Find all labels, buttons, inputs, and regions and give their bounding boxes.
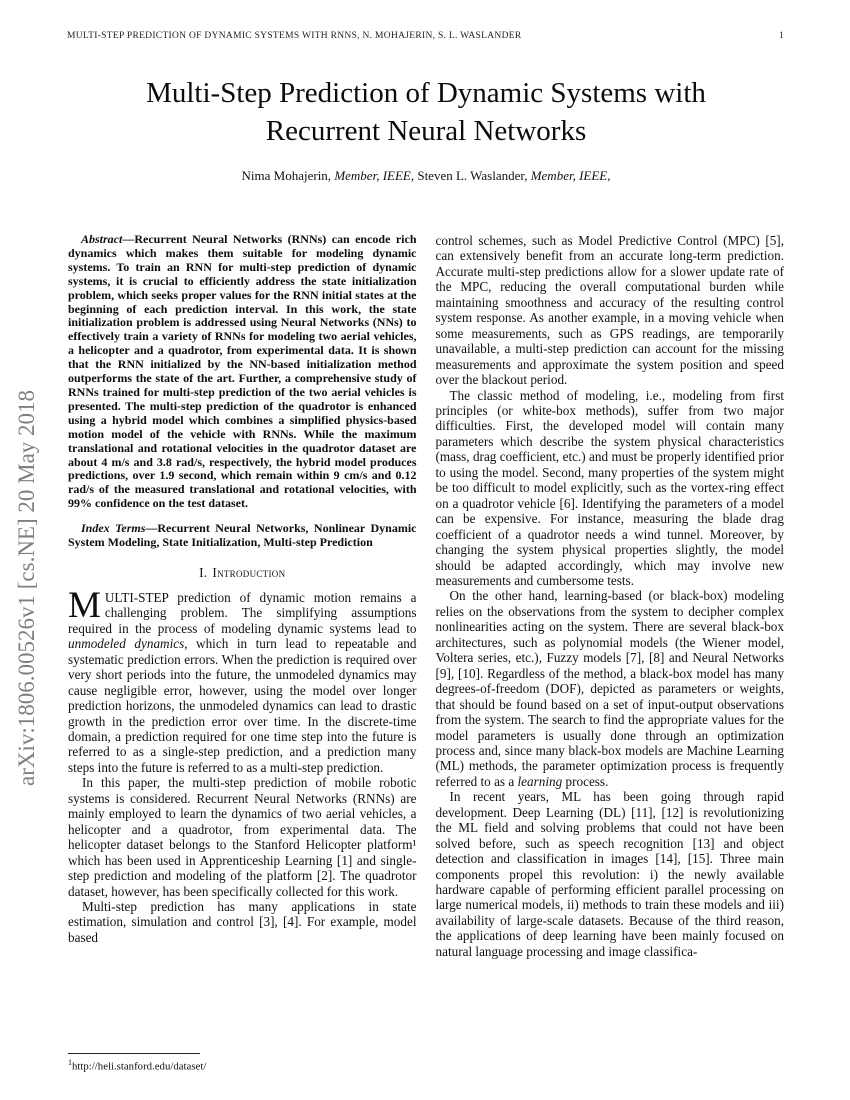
- footnote: [68, 1053, 417, 1073]
- index-terms: [68, 522, 417, 550]
- page-number: 1: [778, 31, 784, 41]
- index-terms-label: Index Terms: [81, 521, 146, 536]
- right-column: [436, 233, 785, 1075]
- drop-cap: M: [68, 584, 101, 626]
- intro-paragraph-1-text: ULTI-STEP prediction of dynamic motion remains a challenging problem. The simplifying assumptions required in the process of modeling dynamic systems lead to unmodeled dynamics, which in turn lead to repeatable and systematic prediction errors. When the prediction is required over very short periods into the future, the unmodeled dynamics may cause negligible error, however, using the model over longer prediction horizons, the unmodeled dynamics can lead to drastic growth in the prediction error over time. In the discrete-time domain, a prediction required for one time step into the future is referred to as a single-step prediction, and a prediction many steps into the future is referred to as a multi-step prediction.: [68, 589, 417, 775]
- intro-paragraph-2: In this paper, the multi-step prediction of mobile robotic systems is considered. Recurrent Neural Networks (RNNs) are mainly employed to learn the dynamics of two aerial vehicles, a helicopter and a quadrotor, from experimental data. The helicopter dataset belongs to the Stanford Helicopter platform¹ which has been used in Apprenticeship Learning [1] and single-step prediction and modeling of the platform [2]. The quadrotor dataset, however, has been specifically collected for this work.: [68, 775, 417, 899]
- right-paragraph-2: The classic method of modeling, i.e., modeling from first principles (or white-box methods), suffer from two major difficulties. First, the developed model will contain many parameters which describe the system physical characteristics (mass, drag coefficient, etc.) and must be properly identified prior to using the model. Second, many properties of the system might be too difficult to model explicitly, such as the vortex-ring effect on a quadrotor vehicle [6]. Identifying the parameters of a model can be expensive. For instance, measuring the blade drag coefficient of a quadrotor needs a wind tunnel. Moreover, by changing the system physical properties slightly, the model should be adapted accordingly, which may involve new measurements and cumbersome tests.: [435, 387, 784, 588]
- abstract-text: —Recurrent Neural Networks (RNNs) can encode rich dynamics which makes them suitable for modeling dynamic systems. To train an RNN for multi-step prediction of dynamic systems, it is crucial to efficiently address the state initialization problem, which seeks proper values for the RNN initial states at the beginning of each prediction interval. In this work, the state initialization problem is addressed using Neural Networks (NNs) to effectively train a variety of RNNs for modeling two aerial vehicles, a helicopter and a quadrotor, from experimental data. It is shown that the RNN initialized by the NN-based initialization method outperforms the state of the art. Further, a comprehensive study of RNNs trained for multi-step prediction of the two aerial vehicles is presented. The multi-step prediction of the quadrotor is enhanced using a hybrid model which combines a simplified physics-based motion model of the vehicle with RNNs. While the maximum translational and rotational velocities in the quadrotor dataset are about 4 m/s and 3.8 rad/s, respectively, the hybrid model produces predictions, over 1.9 second, which remain within 9 cm/s and 0.12 rad/s of the measured translational and rotational velocities, with 99% confidence on the test dataset.: [68, 233, 417, 511]
- abstract-label: Abstract: [81, 233, 123, 246]
- right-paragraph-3: On the other hand, learning-based (or black-box) modeling relies on the observations from the system to decipher complex nonlinearities acting on the system. There are several black-box architectures, such as polynomial models (the Wiener model, Voltera series, etc.), Fuzzy models [7], [8] and Neural Networks [9], [10]. Regardless of the method, a black-box model has many degrees-of-freedom (DOF), depicted as parameters or weights, that should be found based on a set of input-output observations from the system. The search to find the appropriate values for the model parameters is usually done through an optimization process and, since many black-box models are Machine Learning (ML) methods, the parameter optimization process is frequently referred to as a learning process.: [435, 588, 784, 789]
- body-columns: [68, 233, 784, 1075]
- right-paragraph-4: In recent years, ML has been going through rapid development. Deep Learning (DL) [11], [12] is revolutionizing the ML field and solving problems that could not have been solved before, such as speech recognition [13] and object detection and classification in images [14], [15]. Three main components propel this revolution: i) the newly available hardware capable of performing efficient parallel processing on large numerical models, ii) methods to train these models and iii) availability of large-scale datasets. Because of the third reason, the applications of deep learning have been mainly focused on natural language processing and image classifica-: [435, 789, 784, 959]
- footnote-link[interactable]: http://heli.stanford.edu/dataset/: [72, 1061, 207, 1073]
- section-number: I.: [199, 564, 208, 580]
- footnote-marker: 1: [68, 1058, 72, 1068]
- right-paragraph-1: control schemes, such as Model Predictive Control (MPC) [5], can extensively benefit from an accurate long-term prediction. Accurate multi-step predictions allow for a slower update rate of the MPC, reducing the overall computational burden while maintaining smoothness and accuracy of the resulting control system response. As another example, in a moving vehicle when some measurements, such as GPS readings, are temporarily unavailable, a multi-step prediction can account for the missing measurements and approximate the system position and speed over the blackout period.: [435, 233, 784, 388]
- intro-paragraph-3: Multi-step prediction has many applications in state estimation, simulation and control [3], [4]. For example, model based: [68, 899, 417, 945]
- paper-title: [68, 74, 784, 150]
- running-head-title: MULTI-STEP PREDICTION OF DYNAMIC SYSTEMS WITH RNNS, N. MOHAJERIN, S. L. WASLANDER: [67, 31, 522, 41]
- intro-paragraph-1: [68, 584, 417, 775]
- left-column: [68, 233, 417, 1075]
- section-title: Introduction: [212, 564, 286, 580]
- footnote-rule: [68, 1053, 200, 1054]
- section-heading-introduction: [68, 565, 417, 581]
- authors-line: Nima Mohajerin, Member, IEEE, Steven L. Waslander, Member, IEEE,: [241, 168, 611, 183]
- paper-title-line-2: Recurrent Neural Networks: [265, 115, 587, 147]
- abstract: [68, 233, 417, 511]
- paper-title-line-1: Multi-Step Prediction of Dynamic Systems with: [146, 77, 706, 109]
- running-head: [67, 31, 784, 41]
- arxiv-watermark: arXiv:1806.00526v1 [cs.NE] 20 May 2018: [14, 389, 39, 786]
- index-terms-text: —Recurrent Neural Networks, Nonlinear Dynamic System Modeling, State Initialization, Multi-step Prediction: [68, 521, 417, 550]
